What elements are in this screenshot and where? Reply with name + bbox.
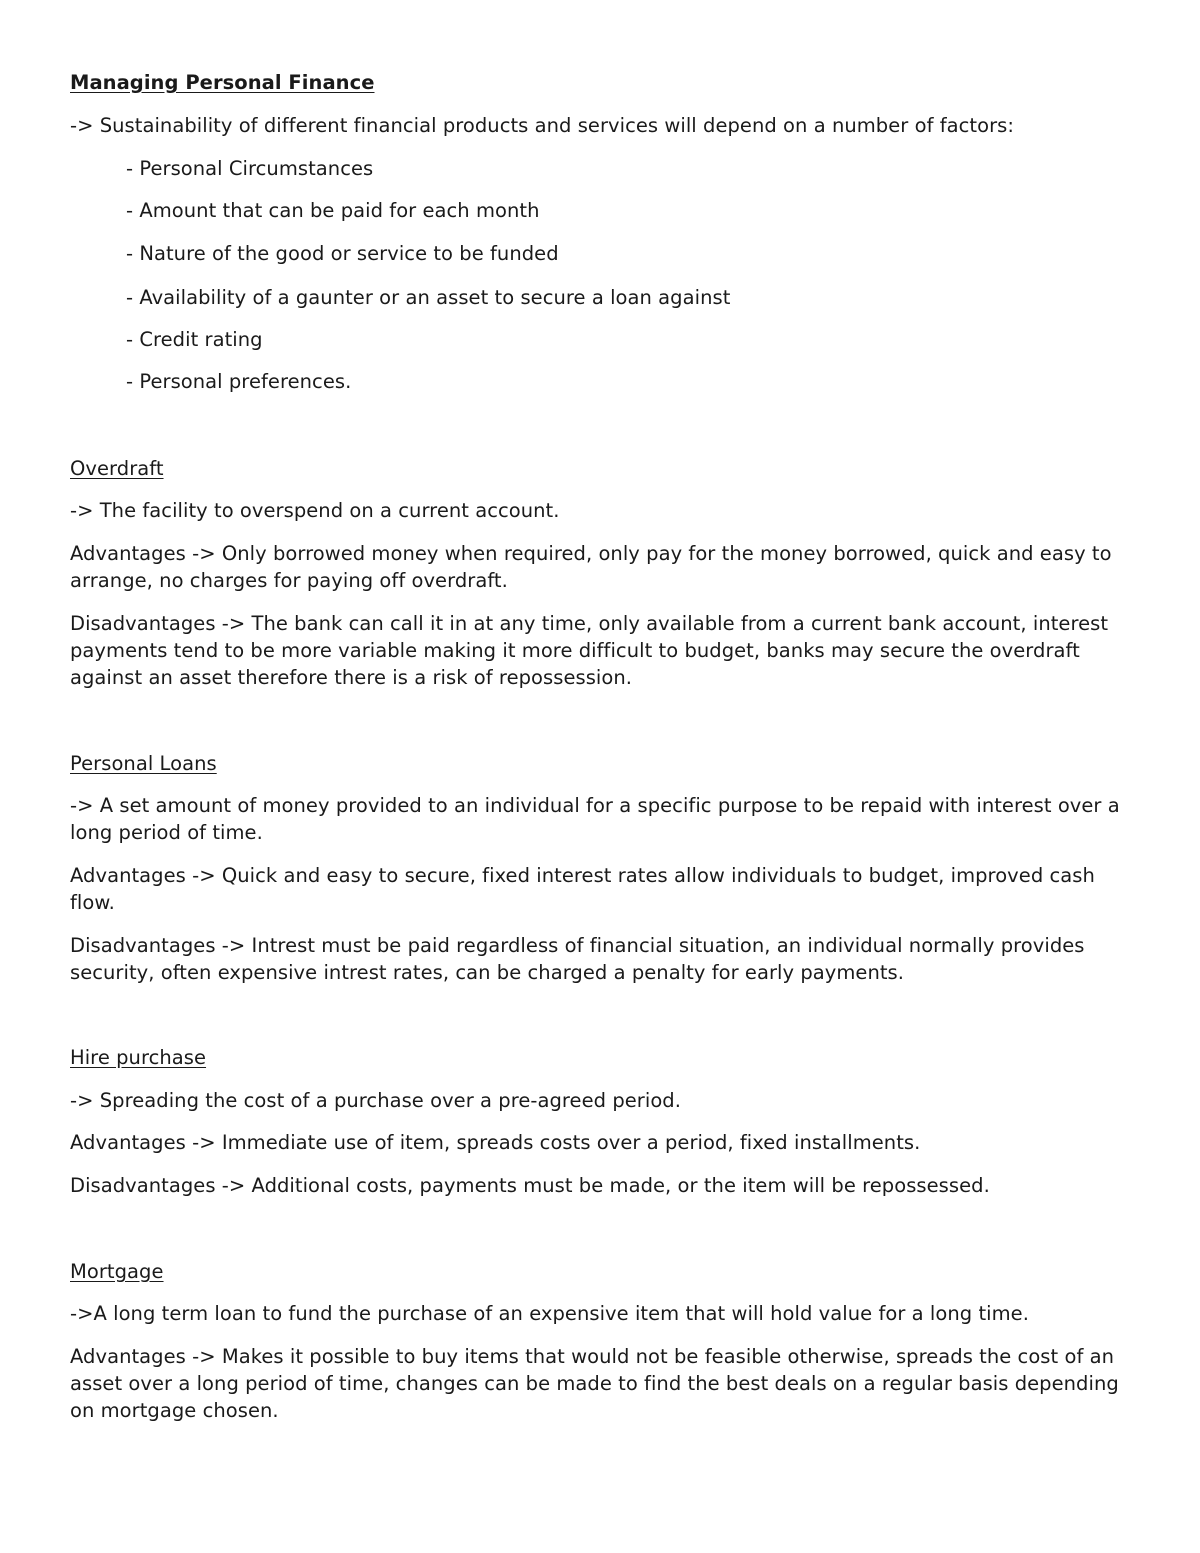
factor-item: - Personal Circumstances	[126, 157, 374, 180]
section-heading-hire-purchase: Hire purchase	[70, 1046, 207, 1069]
section-advantages: Advantages -> Quick and easy to secure, fixed interest rates allow individuals to budget, improved cash flow.	[70, 864, 1095, 914]
factor-item: - Amount that can be paid for each month	[126, 199, 540, 222]
section-disadvantages: Disadvantages -> Intrest must be paid regardless of financial situation, an individual normally provides security, often expensive intrest rates, can be charged a penalty for early payments.	[70, 934, 1085, 984]
factor-item: - Availability of a gaunter or an asset to secure a loan against	[126, 286, 731, 309]
section-heading-overdraft: Overdraft	[70, 457, 164, 480]
section-advantages: Advantages -> Immediate use of item, spreads costs over a period, fixed installments.	[70, 1131, 921, 1154]
factor-item: - Nature of the good or service to be funded	[126, 242, 559, 265]
section-definition: -> The facility to overspend on a current account.	[70, 499, 560, 522]
factor-item: - Personal preferences.	[126, 370, 352, 393]
section-heading-mortgage: Mortgage	[70, 1260, 164, 1283]
section-advantages: Advantages -> Makes it possible to buy items that would not be feasible otherwise, spreads the cost of an asset over a long period of time, changes can be made to find the best deals on a regular basis depending on mortgage chosen.	[70, 1345, 1119, 1422]
section-definition: -> Spreading the cost of a purchase over a pre-agreed period.	[70, 1089, 681, 1112]
section-definition: -> A set amount of money provided to an individual for a specific purpose to be repaid with interest over a long period of time.	[70, 794, 1120, 844]
section-disadvantages: Disadvantages -> Additional costs, payments must be made, or the item will be repossessed.	[70, 1174, 990, 1197]
document-title: Managing Personal Finance	[70, 71, 375, 94]
section-disadvantages: Disadvantages -> The bank can call it in at any time, only available from a current bank account, interest payments tend to be more variable making it more difficult to budget, banks may secure the overdraft against an asset therefore there is a risk of repossession.	[70, 612, 1109, 689]
intro-text: -> Sustainability of different financial products and services will depend on a number of factors:	[70, 114, 1014, 137]
section-advantages: Advantages -> Only borrowed money when required, only pay for the money borrowed, quick and easy to arrange, no charges for paying off overdraft.	[70, 542, 1112, 592]
section-heading-personal-loans: Personal Loans	[70, 752, 217, 775]
factor-item: - Credit rating	[126, 328, 263, 351]
section-definition: ->A long term loan to fund the purchase of an expensive item that will hold value for a long time.	[70, 1302, 1029, 1325]
